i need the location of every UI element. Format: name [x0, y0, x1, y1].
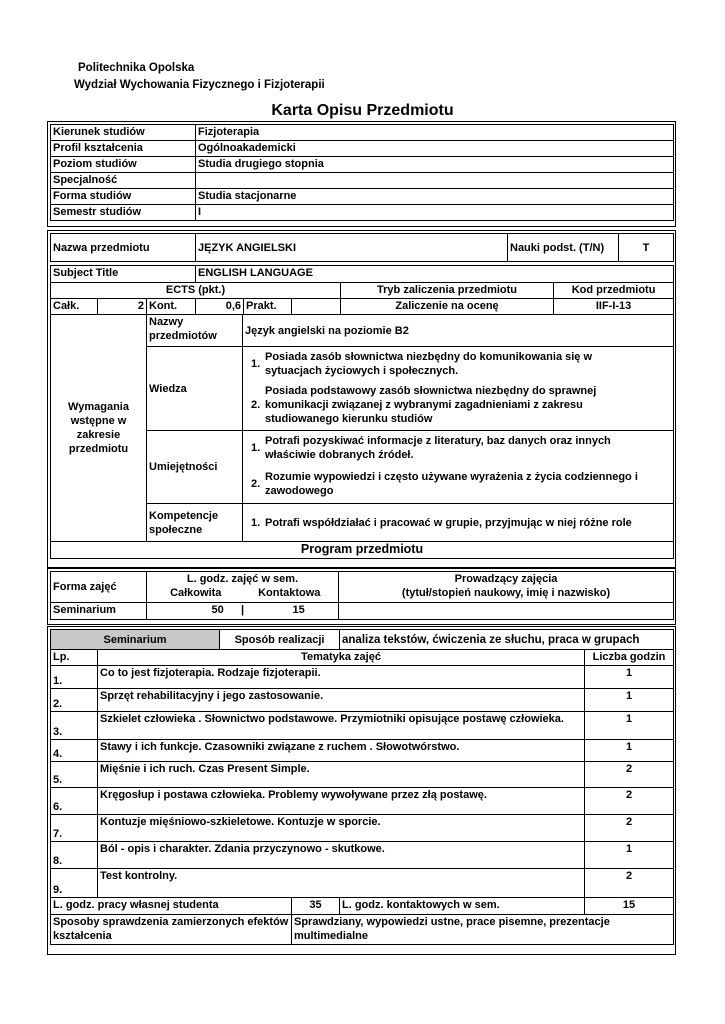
study-info-table: [50, 124, 674, 221]
topic-text: Kręgosłup i postawa człowieka. Problemy wywoływane przez złą postawę.: [98, 788, 585, 815]
row-separator: |: [240, 604, 245, 616]
contact-hours-value: 15: [585, 898, 674, 915]
topic-hours: 1: [585, 842, 674, 869]
program-heading: Program przedmiotu: [51, 542, 674, 559]
topic-text: Co to jest fizjoterapia. Rodzaje fizjoterapii.: [98, 666, 585, 689]
own-work-value: 35: [292, 898, 340, 915]
topic-lp: 6.: [51, 788, 98, 815]
knowledge-number: 2.: [251, 399, 261, 412]
topic-lp: 1.: [51, 666, 98, 689]
knowledge-text: Posiada podstawowy zasób słownictwa niezbędny do sprawnej komunikacji związanej z wybranymi zagadnieniami z zakresu studiowanego kierunku studiów: [265, 385, 597, 426]
row-contact: 15: [292, 604, 305, 616]
competence-item: [243, 504, 674, 542]
value-kierunek: Fizjoterapia: [196, 125, 674, 141]
verification-value: Sprawdziany, wypowiedzi ustne, prace pisemne, prezentacje multimedialne: [292, 915, 674, 945]
topic-lp: 7.: [51, 815, 98, 842]
label-forma: Forma studiów: [51, 189, 196, 205]
topic-hours: 1: [585, 689, 674, 712]
topic-lp: 5.: [51, 762, 98, 788]
label-specjalnosc: Specjalność: [51, 173, 196, 189]
subject-name-label: Nazwa przedmiotu: [51, 234, 196, 262]
contact-label: Kontaktowa: [258, 587, 321, 599]
subject-title-value: ENGLISH LANGUAGE: [196, 266, 674, 283]
skills-number: 2.: [251, 477, 261, 490]
teacher-header: [339, 572, 674, 603]
competence-label: Kompetencje społeczne: [147, 504, 243, 542]
ects-total-label: Całk.: [51, 299, 98, 315]
topic-lp: 4.: [51, 740, 98, 762]
label-semestr: Semestr studiów: [51, 205, 196, 221]
skills-label: Umiejętności: [147, 431, 243, 504]
topic-hours: 1: [585, 740, 674, 762]
verification-label: Sposoby sprawdzenia zamierzonych efektów kształcenia: [51, 915, 292, 945]
subject-name-value: JĘZYK ANGIELSKI: [196, 234, 508, 262]
ects-total-value: 2: [98, 299, 147, 315]
skills-text: Rozumie wypowiedzi i często używane wyrażenia z życia codziennego i zawodowego: [265, 470, 638, 497]
label-poziom: Poziom studiów: [51, 157, 196, 173]
row-total: 50: [211, 604, 224, 616]
ects-contact-label: Kont.: [147, 299, 196, 315]
lp-label: Lp.: [51, 650, 98, 666]
faculty-name: Wydział Wychowania Fizycznego i Fizjoterapii: [74, 79, 325, 91]
value-forma: Studia stacjonarne: [196, 189, 674, 205]
university-name: Politechnika Opolska: [78, 62, 195, 74]
knowledge-item: [243, 347, 674, 381]
topic-text: Stawy i ich funkcje. Czasowniki związane z ruchem . Słowotwórstwo.: [98, 740, 585, 762]
code-label: Kod przedmiotu: [554, 283, 674, 299]
topic-lp: 3.: [51, 712, 98, 740]
topic-hours: 2: [585, 788, 674, 815]
topic-hours: 1: [585, 712, 674, 740]
own-work-label: L. godz. pracy własnej studenta: [51, 898, 292, 915]
subject-title-label: Subject Title: [51, 266, 196, 283]
code-value: IIF-I-13: [554, 299, 674, 315]
competence-text: Potrafi współdziałać i pracować w grupie, przyjmując w niej różne role: [265, 516, 632, 529]
topics-label: Tematyka zajęć: [98, 650, 585, 666]
value-specjalnosc: [196, 173, 674, 189]
topic-text: Kontuzje mięśniowo-szkieletowe. Kontuzje w sporcie.: [98, 815, 585, 842]
ects-practical-label: Prakt.: [244, 299, 292, 315]
form-label: Forma zajęć: [51, 572, 147, 603]
skills-text: Potrafi pozyskiwać informacje z literatury, baz danych oraz innych właściwie dobranych źródeł.: [265, 434, 611, 461]
knowledge-number: 1.: [251, 357, 261, 370]
subjects-value: Język angielski na poziomie B2: [243, 315, 674, 347]
hours-header: [147, 572, 339, 603]
row-hours: [147, 603, 339, 620]
label-kierunek: Kierunek studiów: [51, 125, 196, 141]
classes-table: [50, 571, 674, 620]
topic-lp: 9.: [51, 869, 98, 898]
skills-number: 1.: [251, 441, 261, 454]
ects-contact-value: 0,6: [196, 299, 244, 315]
value-semestr: I: [196, 205, 674, 221]
topic-text: Sprzęt rehabilitacyjny i jego zastosowanie.: [98, 689, 585, 712]
knowledge-item: [243, 381, 674, 431]
ects-label: ECTS (pkt.): [51, 283, 341, 299]
subject-details-table: [50, 265, 674, 315]
row-teacher: [339, 603, 674, 620]
basic-science-value: T: [619, 234, 674, 262]
seminar-table: [50, 629, 674, 945]
topic-lp: 2.: [51, 689, 98, 712]
teacher-sub-label: (tytuł/stopień naukowy, imię i nazwisko): [401, 587, 611, 599]
value-poziom: Studia drugiego stopnia: [196, 157, 674, 173]
total-label: Całkowita: [170, 587, 222, 599]
hours-label: L. godz. zajęć w sem.: [186, 573, 299, 585]
page-title: Karta Opisu Przedmiotu: [271, 102, 454, 119]
topic-hours: 2: [585, 762, 674, 788]
label-profil: Profil kształcenia: [51, 141, 196, 157]
basic-science-label: Nauki podst. (T/N): [508, 234, 619, 262]
topic-text: Ból - opis i charakter. Zdania przyczynowo - skutkowe.: [98, 842, 585, 869]
topic-text: Test kontrolny.: [98, 869, 585, 898]
method-label: Sposób realizacji: [220, 630, 340, 650]
hours-count-label: Liczba godzin: [585, 650, 674, 666]
contact-hours-label: L. godz. kontaktowych w sem.: [340, 898, 585, 915]
topic-text: Mięśnie i ich ruch. Czas Present Simple.: [98, 762, 585, 788]
teacher-label: Prowadzący zajęcia: [454, 573, 558, 585]
method-value: analiza tekstów, ćwiczenia ze słuchu, praca w grupach: [340, 630, 674, 650]
requirements-table: [50, 314, 674, 559]
competence-number: 1.: [251, 516, 261, 529]
requirements-label: Wymagania wstępne w zakresie przedmiotu: [51, 315, 147, 542]
topic-lp: 8.: [51, 842, 98, 869]
topic-text: Szkielet człowieka . Słownictwo podstawowe. Przymiotniki opisujące postawę człowieka.: [98, 712, 585, 740]
knowledge-text: Posiada zasób słownictwa niezbędny do komunikowania się w sytuacjach życiowych i społecznych.: [265, 350, 593, 377]
mode-value: Zaliczenie na ocenę: [341, 299, 554, 315]
seminar-header: Seminarium: [51, 630, 220, 650]
mode-label: Tryb zaliczenia przedmiotu: [341, 283, 554, 299]
value-profil: Ogólnoakademicki: [196, 141, 674, 157]
skills-item: [243, 465, 674, 504]
subject-name-table: [50, 233, 674, 262]
topic-hours: 1: [585, 666, 674, 689]
topic-hours: 2: [585, 869, 674, 898]
skills-item: [243, 431, 674, 465]
knowledge-label: Wiedza: [147, 347, 243, 431]
ects-practical-value: [292, 299, 341, 315]
row-form: Seminarium: [51, 603, 147, 620]
subjects-label: Nazwy przedmiotów: [147, 315, 243, 347]
topic-hours: 2: [585, 815, 674, 842]
